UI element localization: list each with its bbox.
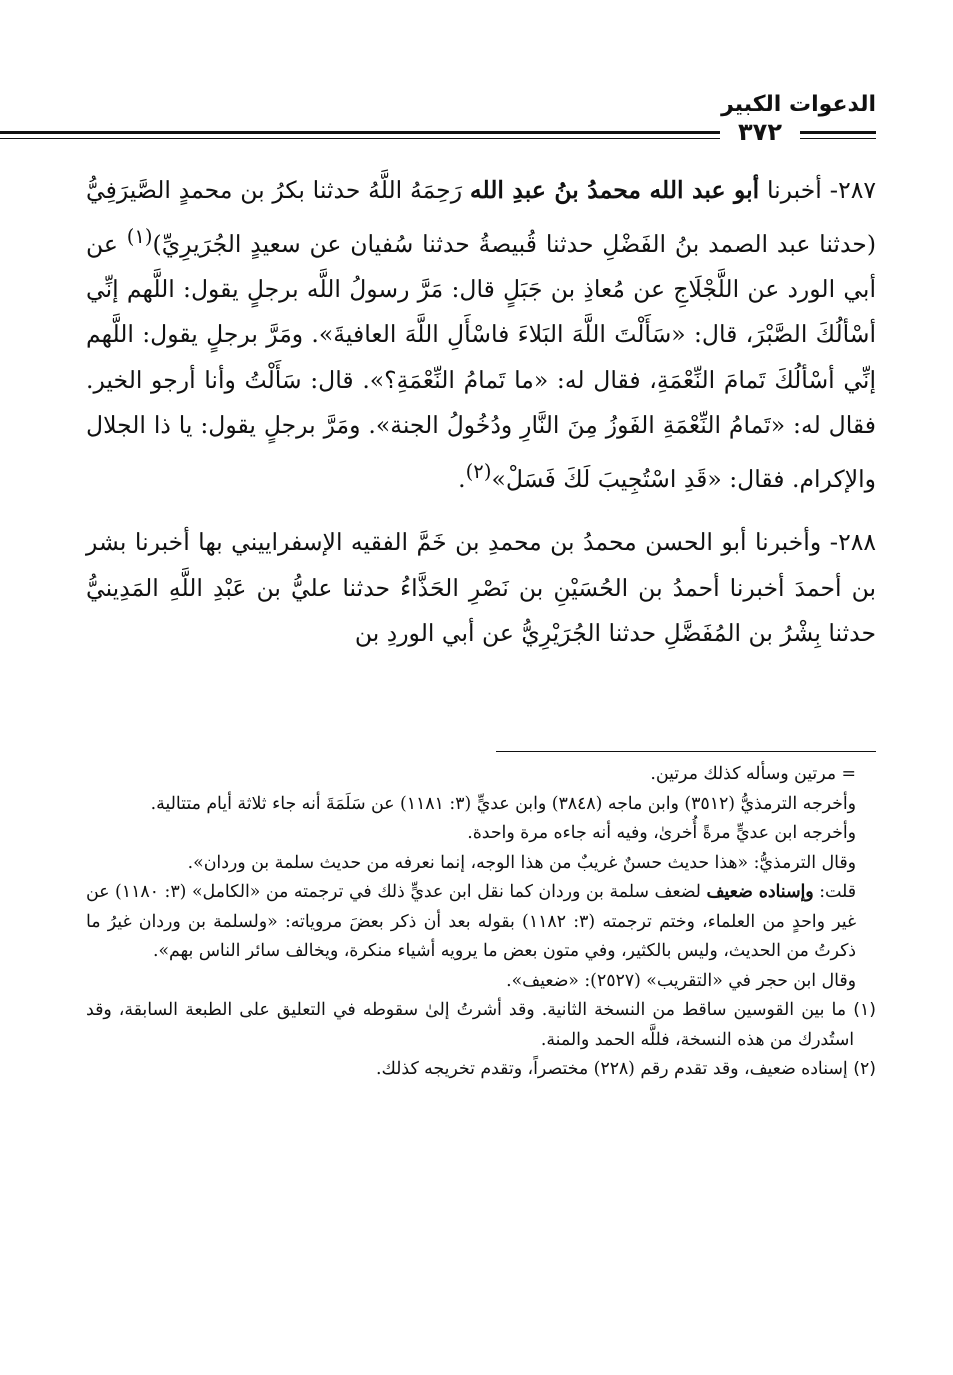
footnote-text: إسناده ضعيف، وقد تقدم رقم (٢٢٨) مختصراً، وتقدم تخريجه كذلك.: [376, 1059, 848, 1079]
footnote-number: (١): [853, 1000, 876, 1020]
footnote-ref[interactable]: (٢): [465, 459, 492, 483]
footnote-1: [86, 996, 876, 1055]
footnote-line: وأخرجه ابن عديٍّ مرةً أُخرىٰ، وفيه أنه جاءه مرة واحدة.: [467, 823, 856, 843]
footnote-divider: [496, 751, 876, 752]
page-number: ٣٧٢: [738, 118, 782, 146]
footnote-line: وقال الترمذيُّ: «هذا حديث حسنٌ غريبٌ من هذا الوجه، إنما نعرفه من حديث سلمة بن وردان».: [187, 852, 856, 873]
footnote-text: قلت:: [819, 882, 856, 902]
running-title: الدعوات الكبير: [721, 92, 876, 117]
hadith-288: [86, 520, 876, 657]
footnote-number: (٢): [853, 1059, 876, 1079]
hadith-text: عن أبي الورد عن اللَّجْلَاجِ عن مُعاذِ بن جَبَلٍ قال: مَرَّ رسولُ اللَّه برجلٍ يقول: اللَّهم إنِّي أسْألُكَ الصَّبْرَ، قال: «سَأَلْتَ اللَّهَ البَلاءَ فاسْأَلِ اللَّهَ العافيةَ». ومَرَّ برجلٍ يقول: اللَّهم إنِّي أسْألُكَ تَمامَ النِّعْمَةِ، فقال له: «ما تَمامُ النِّعْمَةِ؟». قال: سَأَلْتُ وأنا أرجو الخير. فقال له: «تَمامُ النِّعْمَةِ الفَوزُ مِنَ النَّارِ ودُخُولُ الجنة». ومَرَّ برجلٍ يقول: يا ذا الجلال والإكرام. فقال: «قَدِ اسْتُجِيبَ لَكَ فَسَلْ»: [86, 229, 876, 493]
footnote-line: [86, 878, 876, 967]
hadith-text: .: [458, 464, 466, 493]
hadith-text: وأخبرنا أبو الحسن محمدُ بن محمدِ بن خَمَّ الفقيه الإسفراييني بها أخبرنا بشر بن أحمدَ أخبرنا أحمدُ بن الحُسَيْنِ بن نَصْرِ الحَذَّاءُ حدثنا عليُّ بن عَبْدِ اللَّهِ المَدِينيُّ حدثنا بِشْرُ بن المُفَضَّلِ حدثنا الجُرَيْرِيُّ عن أبي الوردِ بن: [86, 528, 876, 648]
footnote-ref[interactable]: (١): [126, 224, 153, 248]
hadith-287: [86, 168, 876, 502]
footnote-line: = مرتين وسأله كذلك مرتين.: [650, 764, 856, 784]
main-text: [86, 168, 876, 657]
footnote-line: وقال ابن حجر في «التقريب» (٢٥٢٧): «ضعيف».: [506, 970, 856, 991]
hadith-number: ٢٨٨-: [829, 528, 876, 557]
hadith-text: أخبرنا: [766, 176, 822, 204]
footnote-text: ما بين القوسين ساقط من النسخة الثانية. وقد أشرتُ إلىٰ سقوطه في التعليق على الطبعة السابقة، وقد استُدرك من هذه النسخة، فللَّه الحمد والمنة.: [86, 1000, 854, 1050]
footnote-line: وأخرجه الترمذيُّ (٣٥١٢) وابن ماجه (٣٨٤٨) وابن عديٍّ (٣: ١١٨١) عن سَلَمَةَ أنه جاء ثلاثة أيام متتالية.: [150, 793, 856, 814]
grading-bold: وإسناده ضعيف: [706, 882, 814, 902]
footnote-text: لضعف سلمة بن وردان كما نقل ابن عديٍّ ذلك في ترجمته من «الكامل» (٣: ١١٨٠) عن غير واحدٍ من العلماء، وختم ترجمته (٣: ١١٨٢) بقوله بعد أن ذكر بعضَ مروياته: «ولسلمة بن وردان غيرُ ما ذكرتُ من الحديث، وليس بالكثير، وفي متون بعض ما يرويه أشياء منكرة، ويخالف سائر الناس بهم».: [86, 882, 856, 961]
hadith-text: رَحِمَهُ اللَّهُ حدثنا بكرُ بن محمدٍ الصَّيرَفِيُّ (حدثنا عبد الصمد بنُ الفَضْلِ حدثنا قُبيصةُ حدثنا سُفيان عن سعيدٍ الجُرَيرِيِّ): [86, 176, 876, 258]
header-rule-left: [0, 131, 720, 139]
narrator-name: أبو عبد الله محمدُ بنُ عبدِ الله: [469, 176, 760, 204]
header-rule-right: [800, 131, 876, 139]
hadith-number: ٢٨٧-: [829, 176, 876, 204]
footnotes: [86, 760, 876, 1085]
footnote-2: [86, 1055, 876, 1085]
